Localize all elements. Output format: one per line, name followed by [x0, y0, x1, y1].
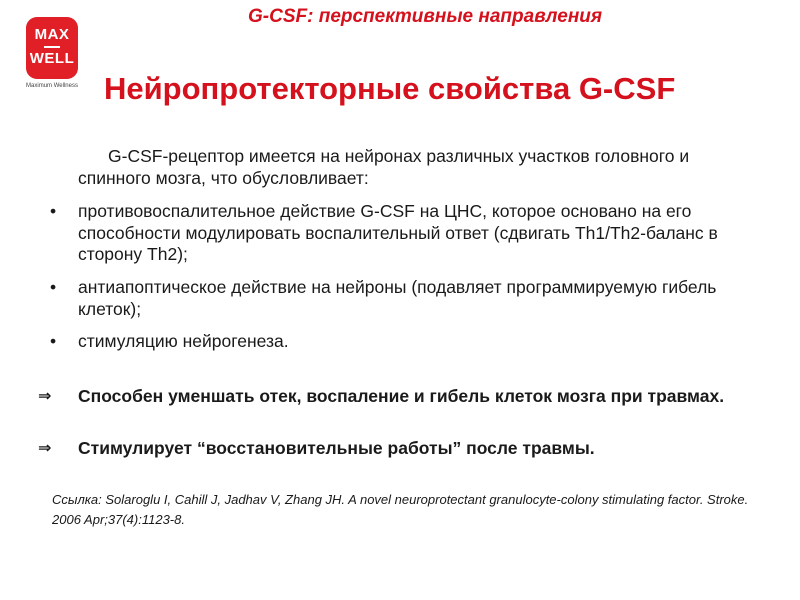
logo-text-well: WELL: [29, 50, 75, 67]
conclusion-text: Способен уменшать отек, воспаление и гибель клеток мозга при травмах.: [78, 386, 725, 406]
bullet-marker: •: [50, 331, 57, 351]
logo-text-max: MAX: [34, 26, 70, 43]
double-arrow-icon: ⇒: [38, 440, 52, 457]
conclusion-text: Стимулирует “восстановительные работы” после травмы.: [78, 438, 595, 458]
bullet-text: стимуляцию нейрогенеза.: [78, 331, 289, 351]
bullet-text: антиапоптическое действие на нейроны (подавляет программируемую гибель клеток);: [78, 277, 717, 319]
bullet-text: противовоспалительное действие G-CSF на ЦНС, которое основано на его способности модулировать воспалительный ответ (сдвигать Th1/Th2-баланс в сторону Th2);: [78, 201, 718, 264]
double-arrow-icon: ⇒: [38, 388, 52, 405]
logo-badge: [26, 17, 78, 79]
logo-tagline: Maximum Wellness: [26, 83, 78, 89]
bullet-marker: •: [50, 277, 57, 297]
maxwell-logo: [22, 17, 82, 101]
reference-citation: Ссылка: Solaroglu I, Cahill J, Jadhav V, Zhang JH. A novel neuroprotectant granulocyte-colony stimulating factor. Stroke. 2006 Apr;37(4):1123-8.: [52, 492, 749, 527]
logo-divider: [44, 46, 60, 48]
bullet-marker: •: [50, 201, 57, 221]
intro-paragraph: G-CSF-рецептор имеется на нейронах различных участков головного и спинного мозга, что обусловливает:: [78, 146, 690, 188]
slide-title: Нейропротекторные свойства G-CSF: [104, 71, 676, 106]
section-header: G-CSF: перспективные направления: [248, 6, 603, 27]
